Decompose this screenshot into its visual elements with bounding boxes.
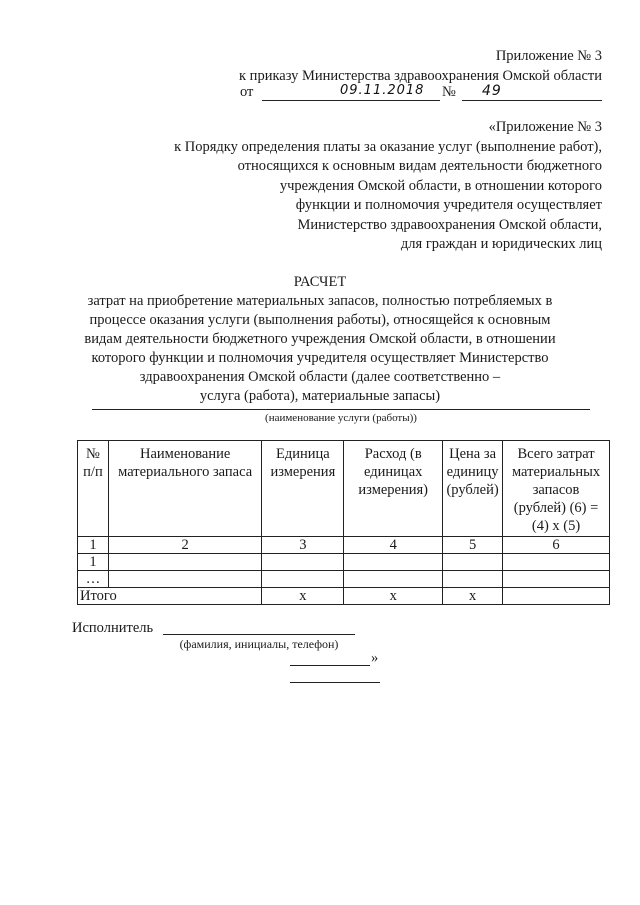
table-cell <box>503 571 610 588</box>
procedure-line-2: к Порядку определения платы за оказание услуг (выполнение работ), <box>174 138 602 155</box>
col-header-unit: Единица измерения <box>262 441 344 537</box>
calc-desc-4: которого функции и полномочия учредителя осуществляет Министерство <box>91 350 549 366</box>
calc-heading <box>60 273 580 406</box>
executor-underline <box>163 634 355 635</box>
col-header-total: Всего затрат материальных запасов (рублей) (6) = (4) х (5) <box>503 441 610 537</box>
date-handwritten: 09.11.2018 <box>340 83 425 98</box>
materials-calc-table <box>77 440 610 605</box>
col-header-name: Наименование материального запаса <box>108 441 262 537</box>
col-header-number: № п/п <box>78 441 109 537</box>
executor-label: Исполнитель <box>72 620 154 636</box>
calc-desc-3: видам деятельности бюджетного учреждения Омской области, в отношении <box>84 331 556 347</box>
col-header-price: Цена за единицу (рублей) <box>443 441 503 537</box>
appendix-procedure-block <box>174 118 602 255</box>
col-header-consumption: Расход (в единицах измерения) <box>344 441 443 537</box>
table-cell <box>108 554 262 571</box>
executor-caption: (фамилия, инициалы, телефон) <box>179 637 339 651</box>
table-total-row <box>78 588 610 605</box>
procedure-line-4: учреждения Омской области, в отношении которого <box>279 177 602 194</box>
number-label: № <box>442 84 456 100</box>
procedure-line-6: Министерство здравоохранения Омской области, <box>297 216 602 233</box>
table-cell: … <box>78 571 109 588</box>
calc-desc-1: затрат на приобретение материальных запасов, полностью потребляемых в <box>87 293 553 309</box>
closing-quote: » <box>371 650 379 666</box>
table-cell <box>344 554 443 571</box>
table-cell: 1 <box>78 554 109 571</box>
table-row <box>78 554 610 571</box>
separator-line <box>290 682 380 683</box>
date-underline <box>262 100 440 101</box>
calc-desc-2: процессе оказания услуги (выполнения работы), относящейся к основным <box>89 312 551 328</box>
table-cell <box>503 554 610 571</box>
calc-desc-5: здравоохранения Омской области (далее соответственно – <box>139 369 501 385</box>
order-date-number-line <box>240 84 602 106</box>
appendix-header <box>239 47 602 86</box>
procedure-line-7: для граждан и юридических лиц <box>400 236 602 252</box>
table-cell <box>108 571 262 588</box>
calc-desc-6: услуга (работа), материальные запасы) <box>199 388 441 404</box>
column-number-cell: 2 <box>108 537 262 554</box>
table-cell <box>344 571 443 588</box>
column-number-cell: 4 <box>344 537 443 554</box>
table-header-row <box>78 441 610 537</box>
total-cell <box>503 588 610 605</box>
date-blank-underline <box>290 665 370 666</box>
procedure-line-5: функции и полномочия учредителя осуществляет <box>295 197 602 213</box>
total-label-cell: Итого <box>78 588 262 605</box>
appendix-order-line: к приказу Министерства здравоохранения Омской области <box>239 67 602 84</box>
total-cell: х <box>262 588 344 605</box>
from-label: от <box>240 84 254 100</box>
calc-title: РАСЧЕТ <box>293 274 347 290</box>
table-row <box>78 571 610 588</box>
procedure-line-3: относящихся к основным видам деятельности бюджетного <box>237 158 602 174</box>
table-cell <box>262 554 344 571</box>
table-cell <box>443 571 503 588</box>
number-handwritten: 49 <box>482 83 502 99</box>
column-number-cell: 6 <box>503 537 610 554</box>
table-row-column-numbers <box>78 537 610 554</box>
total-cell: х <box>344 588 443 605</box>
service-name-underline <box>92 409 590 410</box>
column-number-cell: 3 <box>262 537 344 554</box>
table-cell <box>262 571 344 588</box>
total-cell: х <box>443 588 503 605</box>
appendix-title: Приложение № 3 <box>495 48 602 64</box>
procedure-line-1: «Приложение № 3 <box>488 119 602 135</box>
number-underline <box>462 100 602 101</box>
column-number-cell: 5 <box>443 537 503 554</box>
column-number-cell: 1 <box>78 537 109 554</box>
service-name-caption: (наименование услуги (работы)) <box>265 412 417 424</box>
table-cell <box>443 554 503 571</box>
